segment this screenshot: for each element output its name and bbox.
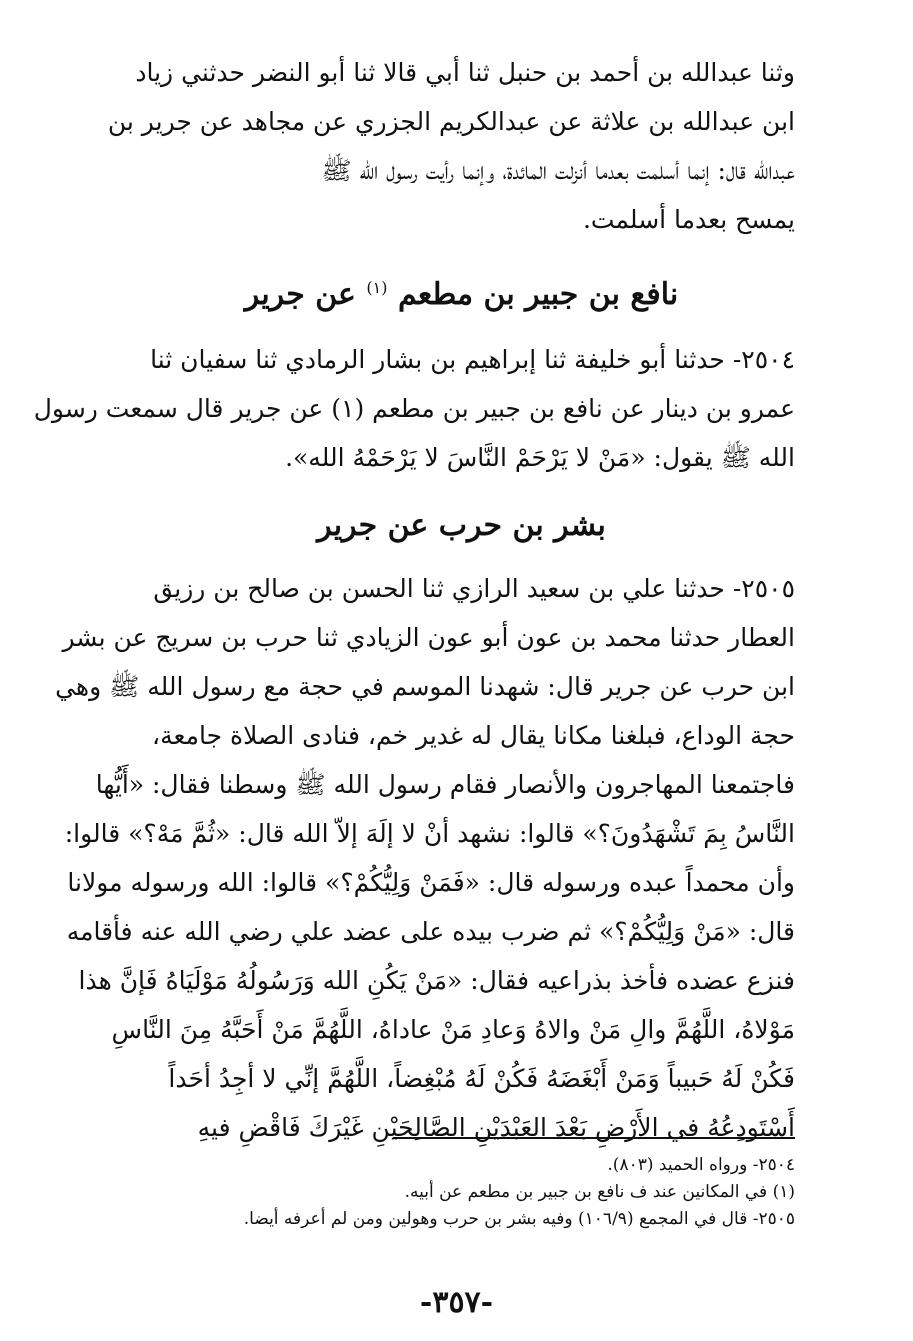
text-line: حجة الوداع، فبلغنا مكانا يقال له غدير خم، فنادى الصلاة جامعة، bbox=[152, 721, 795, 750]
text-line: يمسح بعدما أسلمت. bbox=[582, 205, 795, 234]
text-line: ابن عبدالله بن علاثة عن عبدالكريم الجزري عن مجاهد عن جرير بن bbox=[107, 107, 795, 136]
text-line: قال: «مَنْ وَلِيُّكُمْ؟» ثم ضرب بيده على عضد علي رضي الله عنه فأقامه bbox=[66, 917, 795, 946]
footnotes bbox=[128, 1152, 795, 1233]
text-line: الله ﷺ يقول: «مَنْ لا يَرْحَمْ النَّاسَ لا يَرْحَمْهُ الله». bbox=[285, 443, 795, 472]
heading-title: نافع بن جبير بن مطعم bbox=[397, 277, 679, 312]
footnote-line: (١) في المكانين عند ف نافع بن جبير بن مطعم عن أبيه. bbox=[404, 1182, 795, 1202]
text-line: ٢٥٠٥- حدثنا علي بن سعيد الرازي ثنا الحسن بن صالح بن رزيق bbox=[153, 574, 795, 603]
footnote-divider bbox=[393, 1137, 795, 1139]
text-line: عبدالله قال: إنما أسلمت بعدما أنزلت المائدة، وإنما رأيت رسول الله ﷺ bbox=[321, 156, 795, 185]
text-line: العطار حدثنا محمد بن عون أبو عون الزيادي ثنا حرب بن سريج عن بشر bbox=[62, 623, 795, 652]
text-line: النَّاسُ بِمَ تَشْهَدُونَ؟» قالوا: نشهد أنْ لا إلَهَ إلاّ الله قال: «ثُمَّ مَهْ؟» قالوا: bbox=[64, 819, 795, 848]
footnote-line: ٢٥٠٤- ورواه الحميد (٨٠٣). bbox=[607, 1155, 795, 1175]
heading-suffix: عن جرير bbox=[244, 277, 356, 312]
text-line: مَوْلاهُ، اللَّهُمَّ والِ مَنْ والاهُ وَعادِ مَنْ عاداهُ، اللَّهُمَّ مَنْ أَحَبَّهُ مِنَ النَّاسِ bbox=[111, 1015, 795, 1044]
text-line: فاجتمعنا المهاجرون والأنصار فقام رسول الله ﷺ وسطنا فقال: «أَيُّها bbox=[95, 770, 795, 799]
heading-title: بشر بن حرب عن جرير bbox=[317, 508, 606, 543]
footnote-line: ٢٥٠٥- قال في المجمع (١٠٦/٩) وفيه بشر بن حرب وهولين ومن لم أعرفه أيضا. bbox=[243, 1209, 795, 1229]
footnote-marker: (١) bbox=[366, 278, 388, 297]
section-heading-nafi bbox=[128, 258, 795, 325]
hadith-2504-paragraph bbox=[33, 335, 795, 482]
text-line: وأن محمداً عبده ورسوله قال: «فَمَنْ وَلِيُّكُمْ؟» قالوا: الله ورسوله مولانا bbox=[67, 868, 795, 897]
hadith-2505-paragraph bbox=[55, 564, 795, 1152]
text-line: وثنا عبدالله بن أحمد بن حنبل ثنا أبي قالا ثنا أبو النضر حدثني زياد bbox=[135, 58, 795, 87]
text-line: فَكُنْ لَهُ حَبيباً وَمَنْ أَبْغَضَهُ فَكُنْ لَهُ مُبْغِضاً، اللَّهُمَّ إنِّي لا أجِدُ أحَداً bbox=[168, 1064, 795, 1093]
intro-paragraph bbox=[107, 48, 795, 244]
section-heading-bishr bbox=[128, 496, 795, 556]
text-line: أَسْتَودِعُهُ في الأَرْضِ بَعْدَ العَبْدَيْنِ الصَّالِحَيْنِ غَيْرَكَ فَاقْضِ فيهِ bbox=[197, 1113, 795, 1142]
text-line: فنزع عضده فأخذ بذراعيه فقال: «مَنْ يَكُنِ الله وَرَسُولُهُ مَوْلَيَاهُ فَإنَّ هذا bbox=[78, 966, 795, 995]
page-number: -٣٥٧- bbox=[419, 1285, 494, 1320]
text-line: ابن حرب عن جرير قال: شهدنا الموسم في حجة مع رسول الله ﷺ وهي bbox=[55, 672, 795, 701]
text-line: ٢٥٠٤- حدثنا أبو خليفة ثنا إبراهيم بن بشار الرمادي ثنا سفيان ثنا bbox=[150, 345, 795, 374]
text-line: عمرو بن دينار عن نافع بن جبير بن مطعم (١) عن جرير قال سمعت رسول bbox=[33, 394, 795, 423]
